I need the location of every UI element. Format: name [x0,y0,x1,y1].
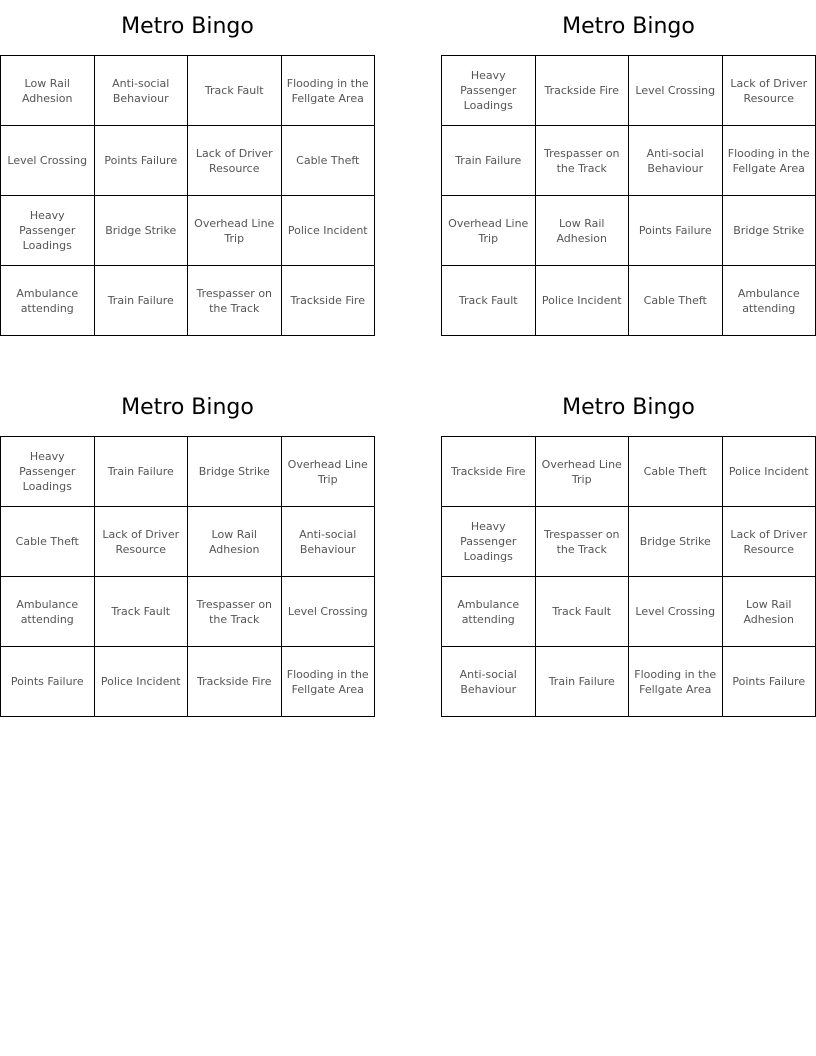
bingo-cell: Police Incident [282,196,376,266]
bingo-cell: Level Crossing [629,577,723,647]
bingo-cell: Flooding in the Fellgate Area [723,126,816,196]
bingo-cell: Ambulance attending [723,266,816,336]
bingo-cell: Level Crossing [1,126,95,196]
bingo-cell: Cable Theft [629,437,723,507]
bingo-cell: Points Failure [1,647,95,717]
bingo-cell: Trespasser on the Track [188,266,282,336]
bingo-cell: Trespasser on the Track [188,577,282,647]
bingo-cell: Low Rail Adhesion [723,577,816,647]
bingo-cell: Heavy Passenger Loadings [442,56,536,126]
card-title: Metro Bingo [562,395,695,420]
bingo-cell: Ambulance attending [442,577,536,647]
bingo-card-4 [441,381,816,717]
bingo-cell: Bridge Strike [723,196,816,266]
bingo-cell: Ambulance attending [1,577,95,647]
bingo-grid [0,55,375,336]
bingo-cell: Overhead Line Trip [282,437,376,507]
bingo-cell: Cable Theft [1,507,95,577]
bingo-cell: Lack of Driver Resource [723,507,816,577]
bingo-cell: Low Rail Adhesion [1,56,95,126]
bingo-grid [0,436,375,717]
bingo-cell: Flooding in the Fellgate Area [282,56,376,126]
bingo-cell: Track Fault [442,266,536,336]
bingo-cell: Level Crossing [282,577,376,647]
bingo-card-3 [0,381,375,717]
bingo-cell: Bridge Strike [95,196,189,266]
bingo-cell: Points Failure [95,126,189,196]
bingo-cell: Lack of Driver Resource [188,126,282,196]
bingo-cell: Ambulance attending [1,266,95,336]
bingo-cell: Track Fault [536,577,630,647]
bingo-cell: Police Incident [536,266,630,336]
bingo-cell: Bridge Strike [188,437,282,507]
bingo-cell: Overhead Line Trip [536,437,630,507]
bingo-cell: Trackside Fire [282,266,376,336]
bingo-cell: Points Failure [723,647,816,717]
bingo-cell: Trespasser on the Track [536,507,630,577]
bingo-cell: Anti-social Behaviour [95,56,189,126]
bingo-cell: Cable Theft [282,126,376,196]
bingo-cell: Flooding in the Fellgate Area [282,647,376,717]
card-title: Metro Bingo [121,395,254,420]
bingo-cell: Heavy Passenger Loadings [1,196,95,266]
bingo-cell: Anti-social Behaviour [629,126,723,196]
bingo-cell: Low Rail Adhesion [188,507,282,577]
bingo-cell: Police Incident [95,647,189,717]
bingo-grid [441,55,816,336]
bingo-cell: Police Incident [723,437,816,507]
bingo-card-1 [0,0,375,336]
bingo-cell: Flooding in the Fellgate Area [629,647,723,717]
bingo-cell: Trackside Fire [188,647,282,717]
bingo-cell: Heavy Passenger Loadings [442,507,536,577]
bingo-cell: Low Rail Adhesion [536,196,630,266]
bingo-cell: Overhead Line Trip [442,196,536,266]
bingo-cell: Bridge Strike [629,507,723,577]
bingo-cell: Level Crossing [629,56,723,126]
bingo-cell: Track Fault [95,577,189,647]
bingo-cell: Points Failure [629,196,723,266]
bingo-cell: Track Fault [188,56,282,126]
bingo-cell: Trackside Fire [536,56,630,126]
bingo-cell: Train Failure [95,266,189,336]
bingo-cell: Lack of Driver Resource [723,56,816,126]
bingo-cell: Train Failure [95,437,189,507]
bingo-cell: Overhead Line Trip [188,196,282,266]
card-title: Metro Bingo [121,14,254,39]
bingo-cell: Anti-social Behaviour [442,647,536,717]
bingo-cell: Trespasser on the Track [536,126,630,196]
bingo-cell: Lack of Driver Resource [95,507,189,577]
bingo-cell: Anti-social Behaviour [282,507,376,577]
bingo-grid [441,436,816,717]
bingo-cell: Cable Theft [629,266,723,336]
bingo-card-2 [441,0,816,336]
bingo-cell: Train Failure [442,126,536,196]
bingo-cell: Train Failure [536,647,630,717]
bingo-cell: Trackside Fire [442,437,536,507]
card-title: Metro Bingo [562,14,695,39]
bingo-cell: Heavy Passenger Loadings [1,437,95,507]
